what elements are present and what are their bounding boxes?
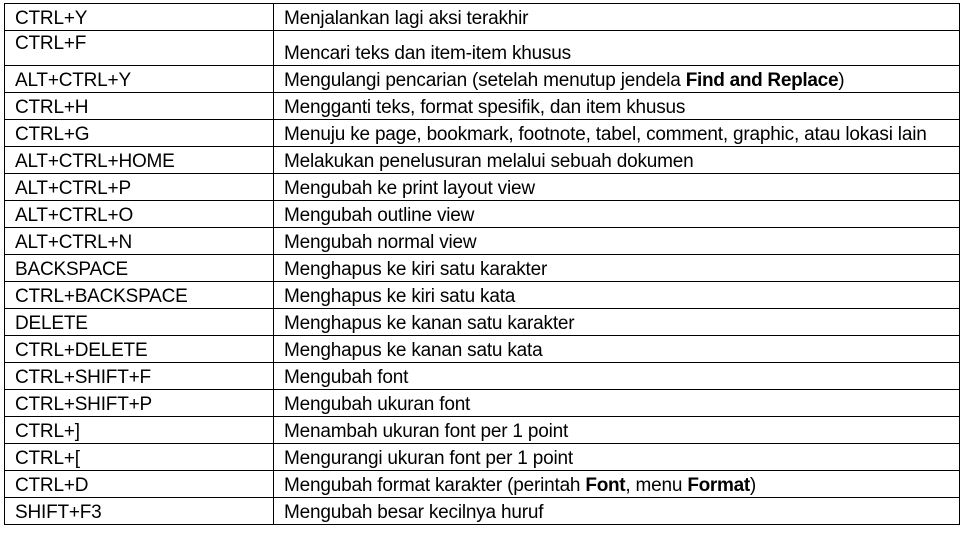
shortcut-description-cell	[274, 417, 960, 444]
description-text: Mengubah ukuran font	[284, 394, 471, 415]
shortcut-description-cell	[274, 282, 960, 309]
table-row	[5, 147, 960, 174]
table-row	[5, 336, 960, 363]
description-text: Mengurangi ukuran font per 1 point	[284, 448, 573, 469]
table-row	[5, 228, 960, 255]
shortcut-description-cell	[274, 4, 960, 31]
shortcut-key-cell: BACKSPACE	[5, 255, 274, 282]
shortcut-key-cell: CTRL+SHIFT+P	[5, 390, 274, 417]
description-text: Mengulangi pencarian (setelah menutup jendela	[284, 70, 686, 91]
shortcut-key-cell: CTRL+Y	[5, 4, 274, 31]
description-text: Mengubah outline view	[284, 205, 475, 226]
description-bold-text: Find and Replace	[685, 70, 839, 91]
description-text: Melakukan penelusuran melalui sebuah dokumen	[284, 151, 694, 172]
description-text: Menghapus ke kiri satu karakter	[284, 259, 548, 280]
shortcut-table	[4, 3, 960, 525]
shortcut-key-cell: ALT+CTRL+N	[5, 228, 274, 255]
table-row	[5, 471, 960, 498]
shortcut-key-cell: CTRL+DELETE	[5, 336, 274, 363]
table-row	[5, 363, 960, 390]
description-text: Menghapus ke kanan satu karakter	[284, 313, 575, 334]
description-text: Mengubah ke print layout view	[284, 178, 535, 199]
description-text: Menghapus ke kanan satu kata	[284, 340, 543, 361]
shortcut-description-cell	[274, 363, 960, 390]
table-body	[5, 4, 960, 525]
shortcut-description-cell	[274, 31, 960, 66]
table-row	[5, 201, 960, 228]
description-text: Mengubah normal view	[284, 232, 477, 253]
shortcut-description-cell	[274, 174, 960, 201]
description-text: Mengganti teks, format spesifik, dan item khusus	[284, 97, 686, 118]
shortcut-key-cell: ALT+CTRL+O	[5, 201, 274, 228]
description-text: )	[749, 475, 757, 496]
shortcut-description-cell	[274, 471, 960, 498]
description-text: Menjalankan lagi aksi terakhir	[284, 8, 529, 29]
shortcut-key-cell: CTRL+SHIFT+F	[5, 363, 274, 390]
description-text: Mengubah besar kecilnya huruf	[284, 502, 544, 523]
description-text: Menambah ukuran font per 1 point	[284, 421, 569, 442]
table-row	[5, 498, 960, 525]
table-row	[5, 417, 960, 444]
shortcut-key-cell: CTRL+D	[5, 471, 274, 498]
shortcut-key-cell: CTRL+H	[5, 93, 274, 120]
shortcut-key-cell: SHIFT+F3	[5, 498, 274, 525]
description-text: Mengubah font	[284, 367, 409, 388]
shortcut-description-cell	[274, 390, 960, 417]
description-text: )	[838, 70, 845, 91]
shortcut-description-cell	[274, 255, 960, 282]
shortcut-key-cell: ALT+CTRL+HOME	[5, 147, 274, 174]
shortcut-description-cell	[274, 147, 960, 174]
table-row	[5, 444, 960, 471]
shortcut-description-cell	[274, 93, 960, 120]
description-text: Mengubah format karakter (perintah	[284, 475, 586, 496]
shortcut-key-cell: CTRL+G	[5, 120, 274, 147]
description-text: , menu	[625, 475, 688, 496]
table-row	[5, 309, 960, 336]
shortcut-description-cell	[274, 120, 960, 147]
shortcut-description-cell	[274, 66, 960, 93]
table-row	[5, 390, 960, 417]
shortcut-description-cell	[274, 498, 960, 525]
shortcut-description-cell	[274, 201, 960, 228]
shortcut-key-cell: CTRL+F	[5, 31, 274, 66]
table-row	[5, 93, 960, 120]
table-row	[5, 66, 960, 93]
shortcut-key-cell: CTRL+BACKSPACE	[5, 282, 274, 309]
shortcut-description-cell	[274, 336, 960, 363]
shortcut-key-cell: ALT+CTRL+Y	[5, 66, 274, 93]
shortcut-key-cell: CTRL+]	[5, 417, 274, 444]
shortcut-key-cell: ALT+CTRL+P	[5, 174, 274, 201]
description-text: Mencari teks dan item-item khusus	[284, 43, 571, 64]
table-row	[5, 31, 960, 66]
shortcut-key-cell: DELETE	[5, 309, 274, 336]
shortcut-description-cell	[274, 309, 960, 336]
shortcut-description-cell	[274, 444, 960, 471]
description-bold-text: Format	[687, 475, 750, 496]
shortcut-description-cell	[274, 228, 960, 255]
description-text: Menuju ke page, bookmark, footnote, tabel, comment, graphic, atau lokasi lain	[284, 124, 927, 145]
table-row	[5, 174, 960, 201]
table-row	[5, 255, 960, 282]
table-row	[5, 4, 960, 31]
table-row	[5, 120, 960, 147]
table-row	[5, 282, 960, 309]
description-text: Menghapus ke kiri satu kata	[284, 286, 516, 307]
shortcut-key-cell: CTRL+[	[5, 444, 274, 471]
description-bold-text: Font	[585, 475, 626, 496]
